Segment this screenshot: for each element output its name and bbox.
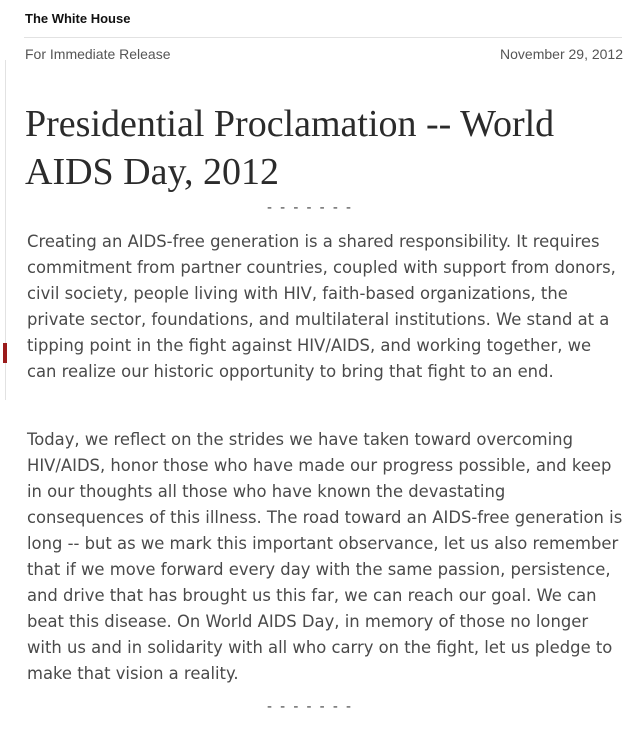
- site-title[interactable]: The White House: [25, 11, 131, 26]
- separator-top: - - - - - - -: [267, 199, 353, 216]
- release-date: November 29, 2012: [500, 46, 623, 62]
- body-paragraph-2: Today, we reflect on the strides we have taken toward overcoming HIV/AIDS, honor those who have made our progress possible, and keep in our thoughts all those who have known the devastating consequences of this illness. The road toward an AIDS-free generation is long -- but as we mark this important observance, let us also remember that if we move forward every day with the same passion, persistence, and drive that has brought us this far, we can reach our goal. We can beat this disease. On World AIDS Day, in memory of those no longer with us and in solidarity with all who carry on the fight, let us pledge to make that vision a reality.: [27, 430, 623, 683]
- release-label: For Immediate Release: [25, 46, 171, 62]
- separator-bottom: - - - - - - -: [267, 698, 353, 715]
- header-divider: [24, 37, 622, 38]
- scroll-position-marker: [3, 343, 7, 363]
- body-paragraph-1: Creating an AIDS-free generation is a shared responsibility. It requires commitment from partner countries, coupled with support from donors, civil society, people living with HIV, faith-based organizations, the private sector, foundations, and multilateral institutions. We stand at a tipping point in the fight against HIV/AIDS, and working together, we can realize our historic opportunity to bring that fight to an end.: [27, 232, 616, 381]
- page-title: Presidential Proclamation -- World AIDS Day, 2012: [25, 103, 555, 193]
